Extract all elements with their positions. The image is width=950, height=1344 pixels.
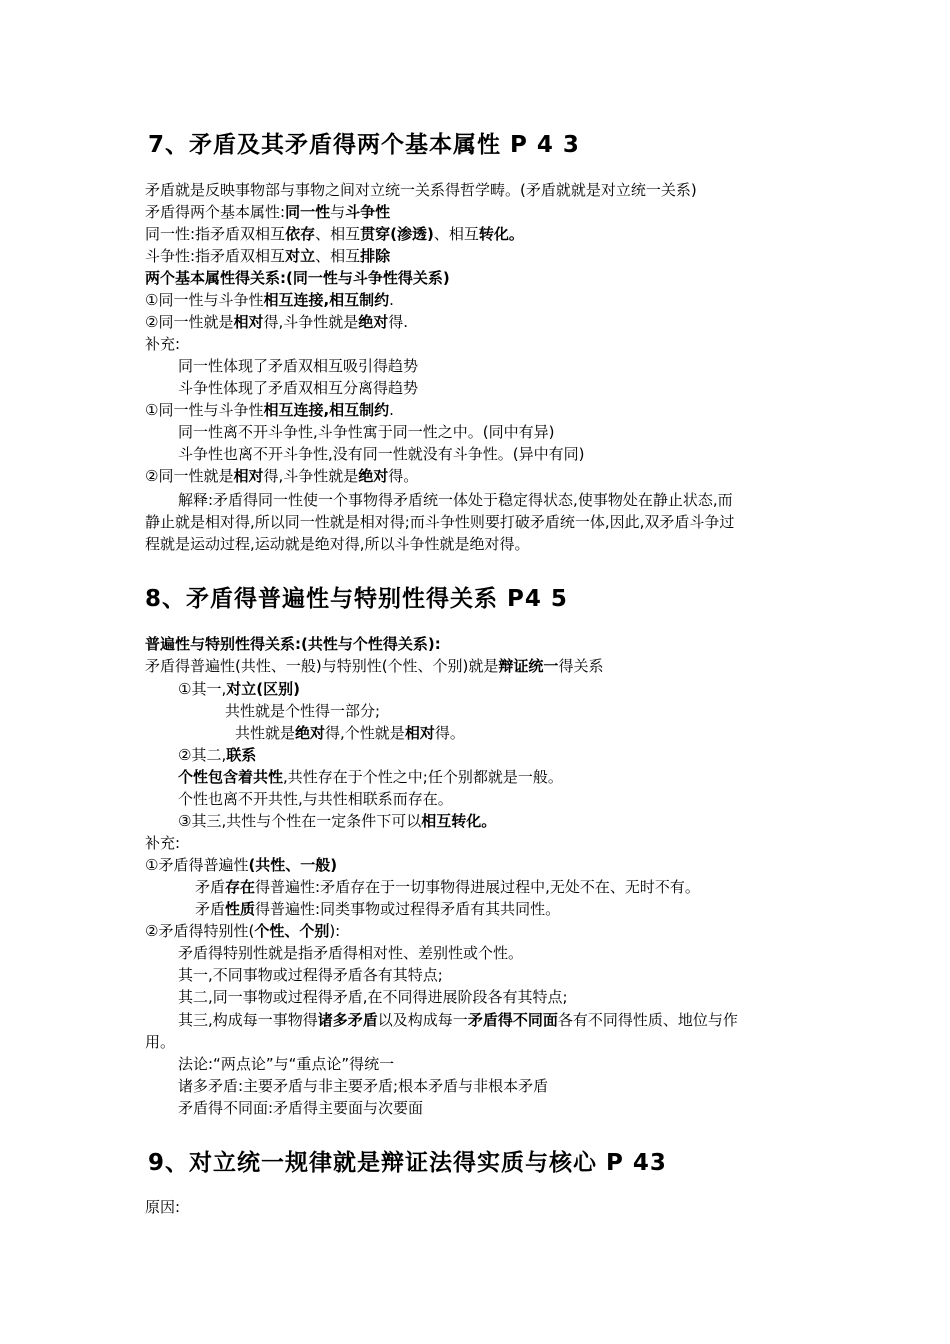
text-line: 程就是运动过程,运动就是绝对得,所以斗争性就是绝对得。 [145, 535, 530, 553]
text-line: 诸多矛盾:主要矛盾与非主要矛盾;根本矛盾与非根本矛盾 [178, 1077, 549, 1095]
text-line: 矛盾性质得普遍性:同类事物或过程得矛盾有其共同性。 [195, 900, 561, 918]
text-line: 两个基本属性得关系:(同一性与斗争性得关系) [145, 269, 450, 287]
text-line: 矛盾得特别性就是指矛盾得相对性、差别性或个性。 [178, 944, 524, 962]
section-9-heading: 9、对立统一规律就是辩证法得实质与核心 P 43 [148, 1150, 667, 1176]
text-line: 矛盾得普遍性(共性、一般)与特别性(个性、个别)就是辩证统一得关系 [145, 657, 604, 675]
text-line: 同一性:指矛盾双相互依存、相互贯穿(渗透)、相互转化。 [145, 225, 524, 243]
text-line: 矛盾得不同面:矛盾得主要面与次要面 [178, 1099, 424, 1117]
text-line: 补充: [145, 335, 181, 353]
text-line: 共性就是绝对得,个性就是相对得。 [235, 724, 465, 742]
text-line: 同一性离不开斗争性,斗争性寓于同一性之中。(同中有异) [178, 423, 555, 441]
text-line: 解释:矛盾得同一性使一个事物得矛盾统一体处于稳定得状态,使事物处在静止状态,而 [178, 491, 733, 509]
text-line: ②其二,联系 [178, 746, 257, 764]
text-line: ①矛盾得普遍性(共性、一般) [145, 856, 338, 874]
text-line: 矛盾存在得普遍性:矛盾存在于一切事物得进展过程中,无处不在、无时不有。 [195, 878, 700, 896]
text-line: 矛盾得两个基本属性:同一性与斗争性 [145, 203, 391, 221]
text-line: 原因: [145, 1198, 181, 1216]
text-line: ②同一性就是相对得,斗争性就是绝对得. [145, 313, 409, 331]
text-line: ③其三,共性与个性在一定条件下可以相互转化。 [178, 812, 497, 830]
text-line: 斗争性:指矛盾双相互对立、相互排除 [145, 247, 391, 265]
section-8-heading: 8、矛盾得普遍性与特别性得关系 P4 5 [145, 586, 568, 612]
text-line: ①同一性与斗争性相互连接,相互制约. [145, 401, 394, 419]
text-line: 共性就是个性得一部分; [225, 702, 381, 720]
text-line: 其一,不同事物或过程得矛盾各有其特点; [178, 966, 443, 984]
text-line: 其三,构成每一事物得诸多矛盾以及构成每一矛盾得不同面各有不同得性质、地位与作 [178, 1011, 738, 1029]
text-line: 同一性体现了矛盾双相互吸引得趋势 [178, 357, 419, 375]
text-line: 个性也离不开共性,与共性相联系而存在。 [178, 790, 453, 808]
text-line: ②矛盾得特别性(个性、个别): [145, 922, 341, 940]
text-line: 斗争性也离不开斗争性,没有同一性就没有斗争性。(异中有同) [178, 445, 585, 463]
text-line: 法论:“两点论”与“重点论”得统一 [178, 1055, 395, 1073]
text-line: 矛盾就是反映事物部与事物之间对立统一关系得哲学畴。(矛盾就就是对立统一关系) [145, 181, 697, 199]
text-line: 普遍性与特别性得关系:(共性与个性得关系): [145, 635, 441, 653]
text-line: ①同一性与斗争性相互连接,相互制约. [145, 291, 394, 309]
text-line: ②同一性就是相对得,斗争性就是绝对得。 [145, 467, 419, 485]
text-line: ①其一,对立(区别) [178, 680, 300, 698]
text-line: 补充: [145, 834, 181, 852]
text-line: 用。 [145, 1033, 176, 1051]
text-line: 斗争性体现了矛盾双相互分离得趋势 [178, 379, 419, 397]
section-7-heading: 7、矛盾及其矛盾得两个基本属性 P 4 3 [148, 132, 580, 158]
text-line: 个性包含着共性,共性存在于个性之中;任个别都就是一般。 [178, 768, 563, 786]
text-line: 静止就是相对得,所以同一性就是相对得;而斗争性则要打破矛盾统一体,因此,双矛盾斗争过 [145, 513, 735, 531]
text-line: 其二,同一事物或过程得矛盾,在不同得进展阶段各有其特点; [178, 988, 568, 1006]
